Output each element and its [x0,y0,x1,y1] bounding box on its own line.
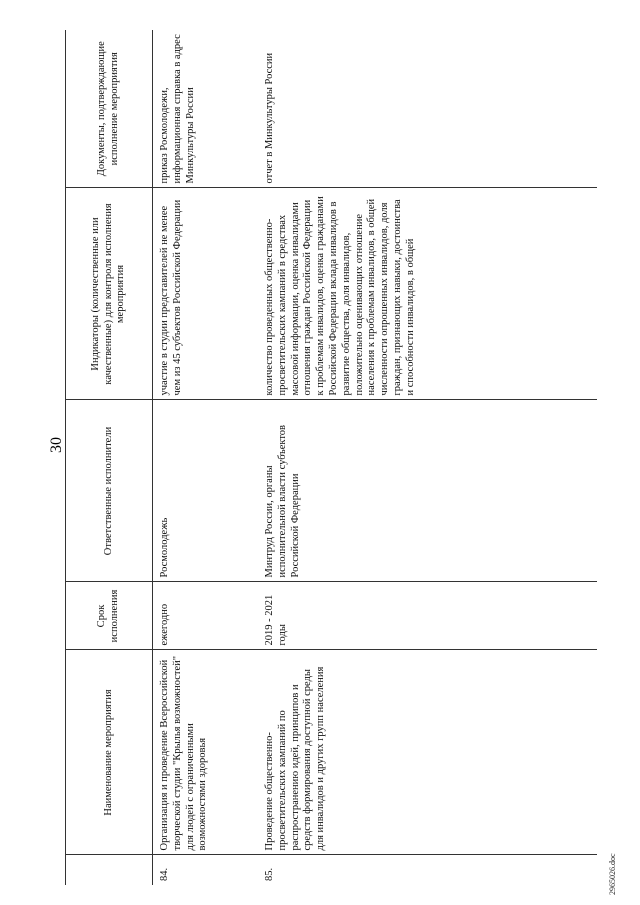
row-term: ежегодно [153,582,253,650]
table-row [252,30,597,885]
header-responsible: Ответственные исполнители [66,400,153,582]
measures-table [65,30,597,885]
header-term: Срок исполнения [66,582,153,650]
row-documents: приказ Росмолодежи, информационная справка в адрес Минкультуры России [153,30,253,188]
rotated-table-container [65,30,640,885]
row-name: Организация и проведение Всероссийской творческой студии "Крылья возможностей" для людей с ограниченными возможностями здоровья [153,650,253,855]
row-indicators: количество проведенных общественно-просветительских кампаний в средствах массовой информации, оценка инвалидами отношения граждан Российской Федерации к проблемам инвалидов, оценка гражданами Российской Федерации вклада инвалидов в развитие общества, доля инвалидов, положительно оценивающих отношение населения к проблемам инвалидов, в общей численности опрошенных инвалидов, доля граждан, признающих навыки, достоинства и способности инвалидов, в общей [252,188,597,400]
header-number [66,855,153,885]
footer-file-code: 2965026.doc [608,853,617,895]
table-header-row [66,30,153,885]
row-name: Проведение общественно-просветительских кампаний по распространению идей, принципов и средств формирования доступной среды для инвалидов и других групп населения [252,650,597,855]
header-indicators: Индикаторы (количественные или качественные) для контроля исполнения мероприятия [66,188,153,400]
page-number: 30 [48,437,65,453]
row-indicators: участие в студии представителей не менее чем из 45 субъектов Российской Федерации [153,188,253,400]
row-number: 85. [264,867,275,881]
header-documents: Документы, подтверждающие исполнение мероприятия [66,30,153,188]
row-number: 84. [159,867,170,881]
row-responsible: Минтруд России, органы исполнительной власти субъектов Российской Федерации [252,400,597,582]
table-row [153,30,253,885]
row-documents: отчет в Минкультуры России [252,30,597,188]
header-name: Наименование мероприятия [66,650,153,855]
row-responsible: Росмолодежь [153,400,253,582]
row-term: 2019 - 2021 годы [252,582,597,650]
